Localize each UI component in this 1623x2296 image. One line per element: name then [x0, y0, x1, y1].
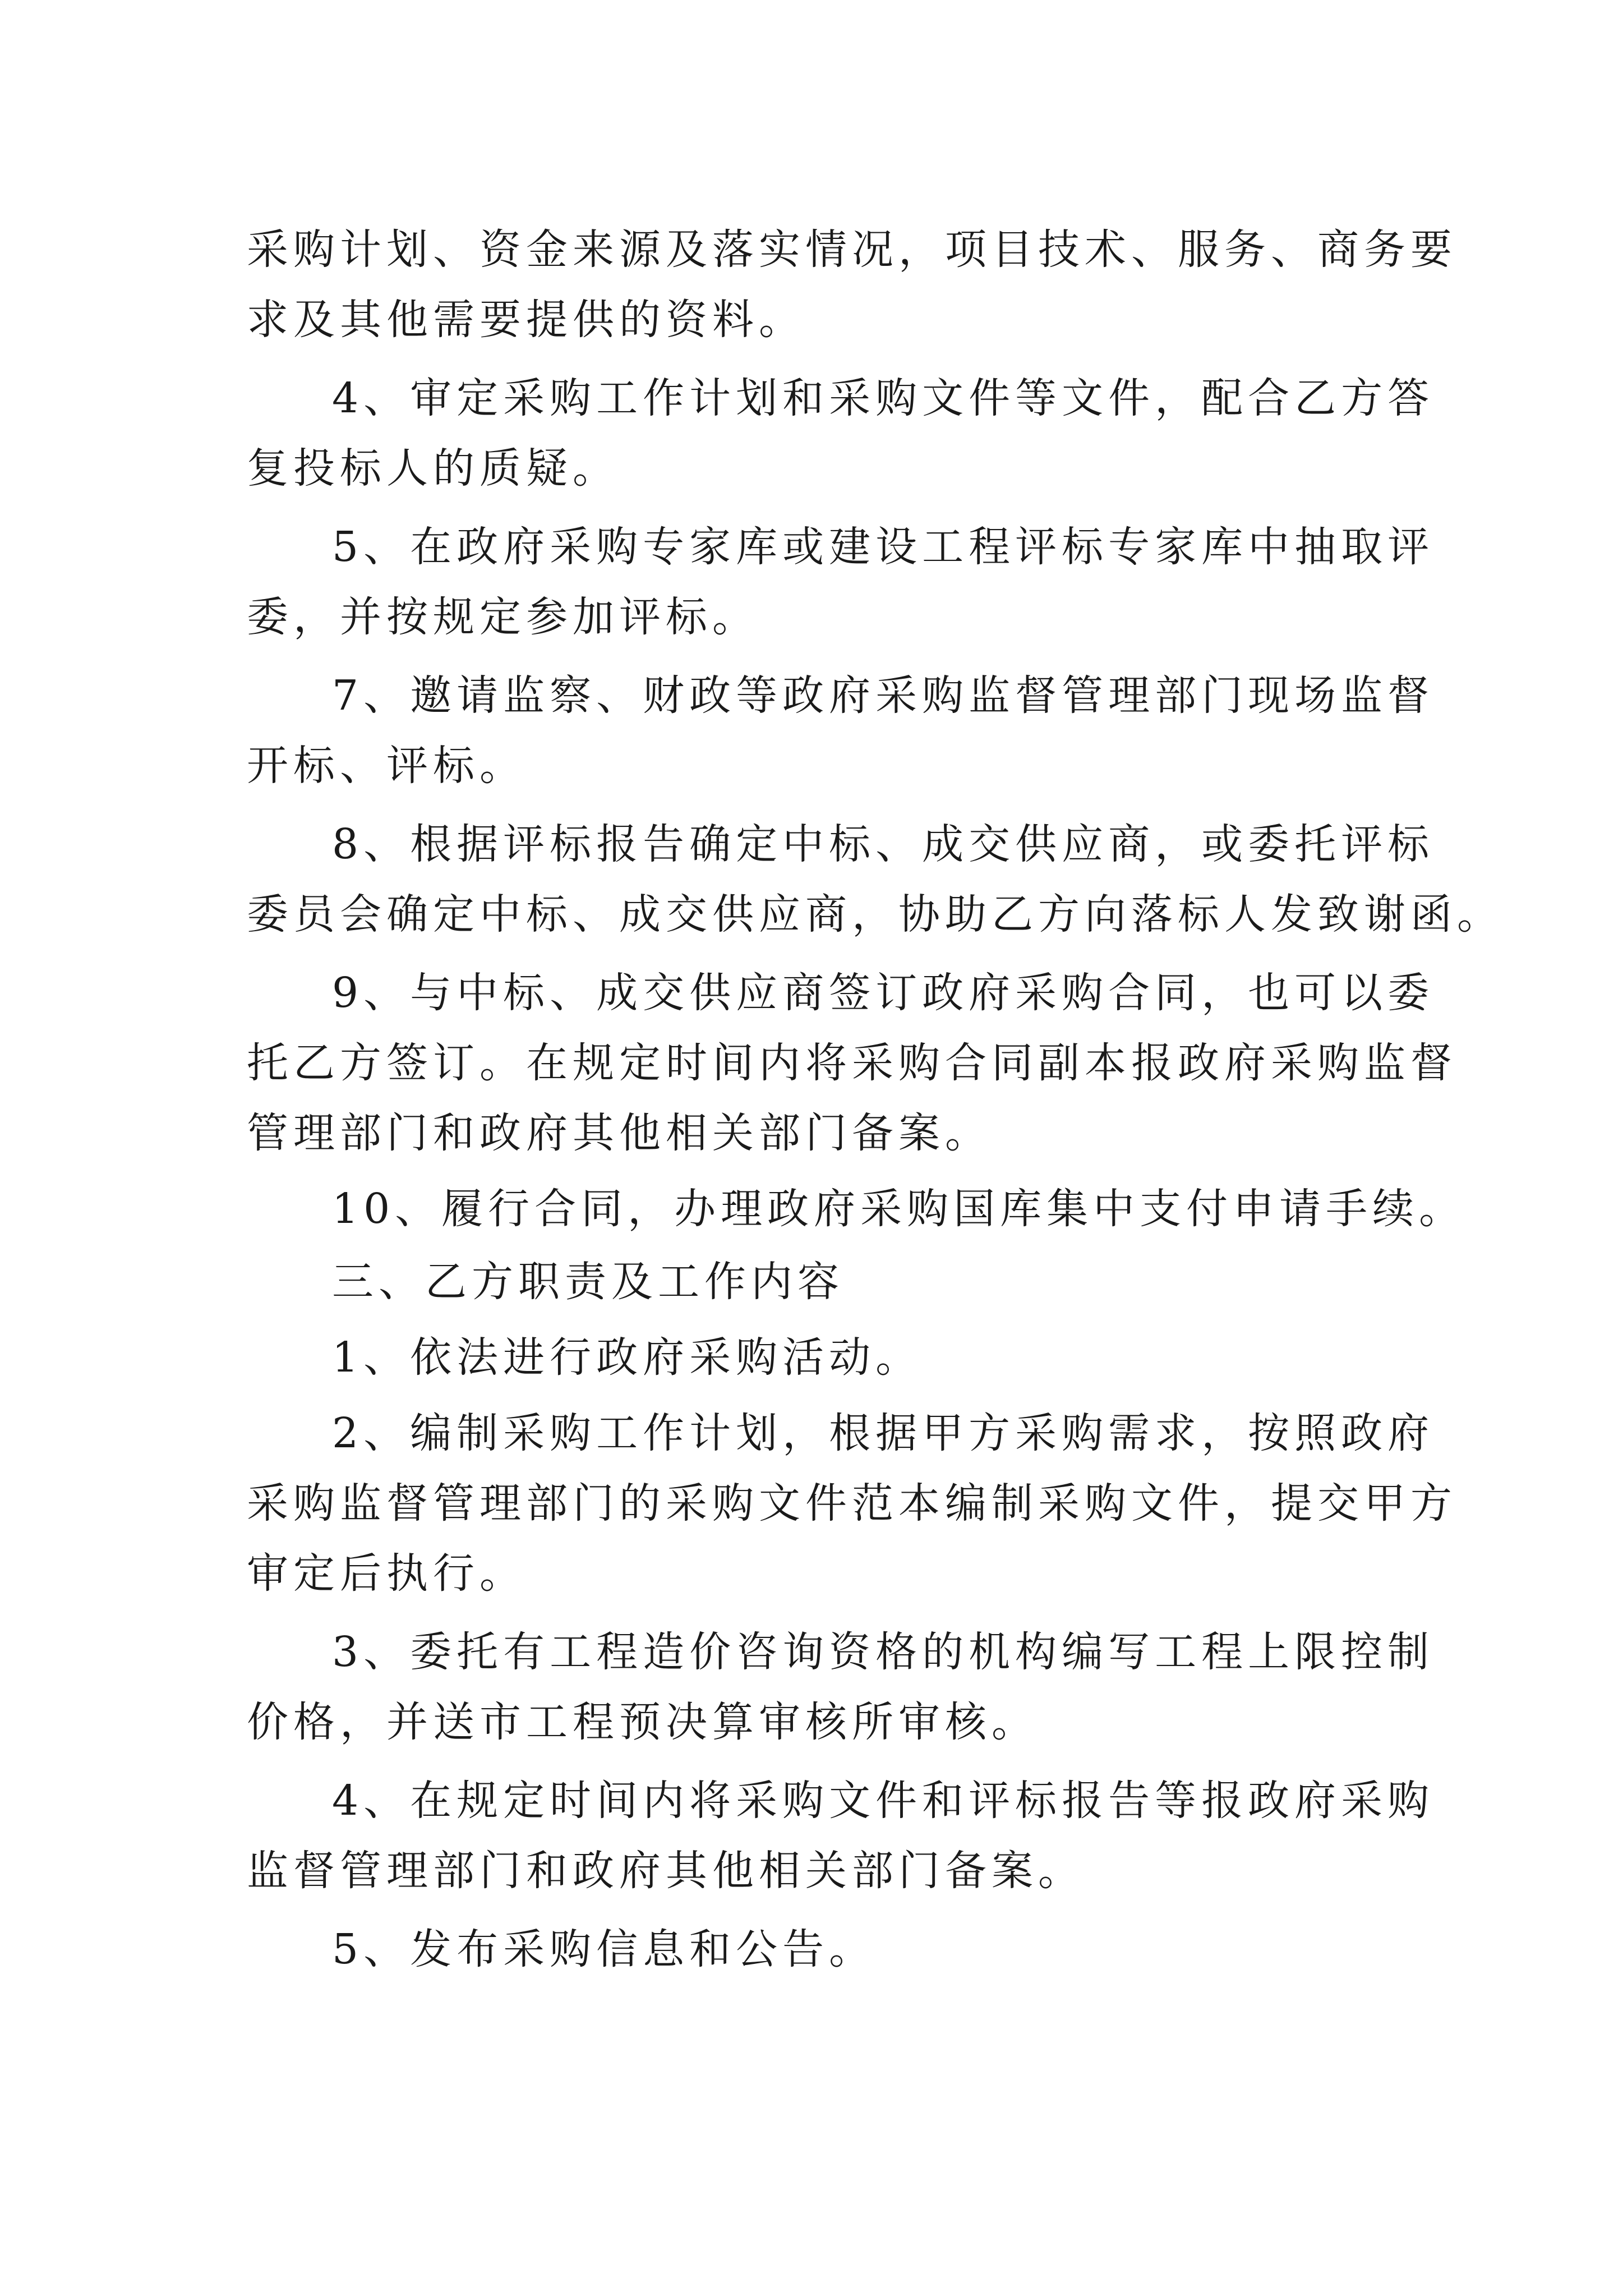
text-line: 采购监督管理部门的采购文件范本编制采购文件，提交甲方 — [247, 1479, 1457, 1527]
text-line: 9、与中标、成交供应商签订政府采购合同，也可以委 — [332, 969, 1435, 1017]
section-heading: 三、乙方职责及工作内容 — [332, 1258, 844, 1306]
text-line: 5、在政府采购专家库或建设工程评标专家库中抽取评 — [332, 523, 1435, 571]
text-line: 1、依法进行政府采购活动。 — [332, 1333, 923, 1382]
text-line: 价格，并送市工程预决算审核所审核。 — [247, 1698, 1038, 1746]
text-line: 委员会确定中标、成交供应商，协助乙方向落标人发致谢函。 — [247, 890, 1504, 938]
text-line: 托乙方签订。在规定时间内将采购合同副本报政府采购监督 — [247, 1039, 1457, 1087]
text-line: 监督管理部门和政府其他相关部门备案。 — [247, 1847, 1085, 1895]
text-line: 审定后执行。 — [247, 1549, 526, 1598]
text-line: 8、根据评标报告确定中标、成交供应商，或委托评标 — [332, 820, 1435, 868]
text-line: 求及其他需要提供的资料。 — [247, 296, 805, 344]
text-line: 2、编制采购工作计划，根据甲方采购需求，按照政府 — [332, 1409, 1435, 1457]
text-line: 5、发布采购信息和公告。 — [332, 1925, 876, 1973]
text-line: 7、邀请监察、财政等政府采购监督管理部门现场监督 — [332, 671, 1435, 720]
text-line: 10、履行合同，办理政府采购国库集中支付申请手续。 — [332, 1185, 1466, 1233]
text-line: 4、在规定时间内将采购文件和评标报告等报政府采购 — [332, 1777, 1435, 1825]
text-line: 4、审定采购工作计划和采购文件等文件，配合乙方答 — [332, 374, 1435, 422]
text-line: 复投标人的质疑。 — [247, 444, 619, 493]
text-line: 开标、评标。 — [247, 742, 526, 790]
text-line: 采购计划、资金来源及落实情况，项目技术、服务、商务要 — [247, 226, 1457, 274]
text-line: 委，并按规定参加评标。 — [247, 593, 759, 641]
text-line: 管理部门和政府其他相关部门备案。 — [247, 1109, 992, 1157]
text-line: 3、委托有工程造价咨询资格的机构编写工程上限控制 — [332, 1628, 1435, 1676]
